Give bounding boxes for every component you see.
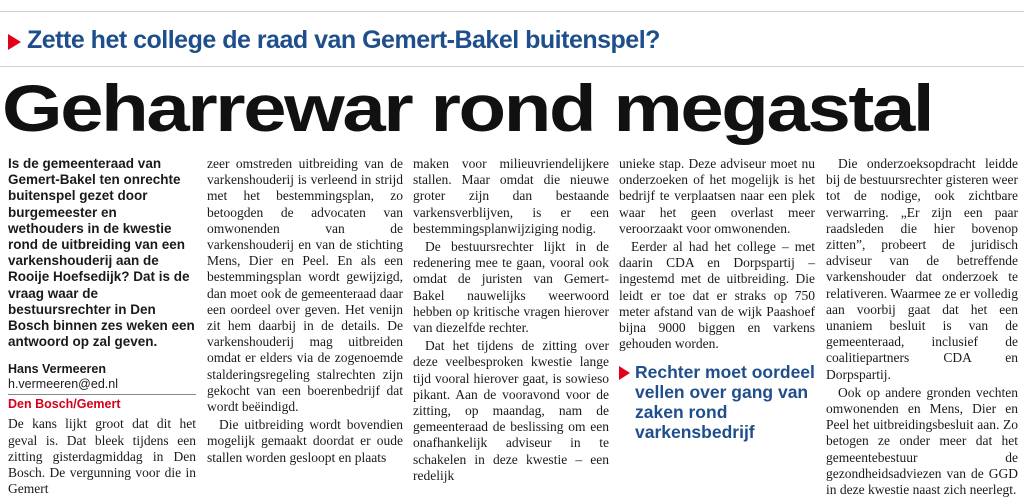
kicker-text: Zette het college de raad van Gemert-Bakel buitenspel? [27,26,660,54]
column-4 [619,156,815,443]
body-paragraph: Ook op andere gronden vechten omwonenden en Mens, Dier en Peel het uitbreidingsbesluit aan. Zo betogen ze onder meer dat het gemeentebestuur de gezondheidsadviezen van de GGD in deze kwestie naast zich neerlegt. [826,384,1018,498]
body-paragraph: De bestuursrechter lijkt in de redenering mee te gaan, vooral ook omdat de juristen van Gemert-Bakel nauwelijks weerwoord hebben op kritische vragen hierover van diezelfde rechter. [413,239,609,336]
kicker [8,26,660,55]
body-paragraph: maken voor milieuvriendelijkere stallen. Maar omdat die nieuwe groter zijn dan bestaande varkensverblijven, is er een bestemmingsplanwijziging nodig. [413,156,609,236]
body-paragraph: Dat het tijdens de zitting over deze veelbesproken kwestie lange tijd vooral hierover gaat, is sowieso pikant. Aan de vooravond voor de zitting, op maandag, nam de gemeenteraad de beslissing om een onafhankelijk adviseur in te schakelen in deze kwestie – een redelijk [413,338,609,483]
body-paragraph: zeer omstreden uitbreiding van de varkenshouderij is verleend in strijd met het bestemmingsplan, zo betoogden de advocaten van omwonenden van de varkenshouderij en van de stichting Mens, Dier en Peel. En als een bestemmingsplan wordt gewijzigd, dan moet ook de gemeenteraad daar een oordeel over geven. Het venijn zit hem daarbij in de details. De varkenshouderij mag uitbreiden omdat er elders via de zogenoemde stalderingsregeling stalrechten zijn gekocht van een boerenbedrijf dat wordt beëindigd. [207,156,403,415]
lead-paragraph: Is de gemeenteraad van Gemert-Bakel ten onrechte buitenspel gezet door burgemeester en wethouders in de kwestie rond de uitbreiding van een varkenshouderij aan de Rooije Hoefsedijk? Dat is de vraag waar de bestuursrechter in Den Bosch binnen zes weken een antwoord op zal geven. [8,156,195,350]
column-3 [413,156,609,483]
headline: Geharrewar rond megastal [2,71,933,145]
column-5 [826,156,1018,498]
subheading-arrow-icon [619,366,630,380]
column-2 [207,156,403,465]
column-1 [8,156,196,497]
top-rule [0,11,1024,12]
byline-email[interactable]: h.vermeeren@ed.nl [8,377,118,392]
byline-rule [8,394,196,395]
dateline: Den Bosch/Gemert [8,397,121,412]
body-paragraph: Die uitbreiding wordt bovendien mogelijk gemaakt doordat er oude stallen worden gesloopt en plaats [207,417,403,465]
kicker-rule [0,66,1024,67]
body-paragraph: Eerder al had het college – met daarin CDA en Dorpspartij – ingestemd met de uitbreiding. Die leidt er toe dat er straks op 750 meter afstand van de wijk Paashoef bijna 9000 biggen en varkens gehouden worden. [619,239,815,352]
byline-author: Hans Vermeeren [8,362,106,377]
subheading-text: Rechter moet oordeel vellen over gang van zaken rond varkensbedrijf [635,362,815,443]
kicker-arrow-icon [8,34,21,50]
subheading [619,362,815,442]
body-paragraph: Die onderzoeksopdracht leidde bij de bestuursrechter gisteren weer tot de nodige, ook zichtbare verwarring. „Er zijn een paar raadsleden die hier bovenop zitten”, probeert de juridisch adviseur van de betreffende varkenshouder dat onderzoek te relativeren. Waarmee ze er volledig aan voorbij gaat dat het een unaniem besluit is van de gemeenteraad, inclusief de coalitiepartners CDA en Dorpspartij. [826,156,1018,382]
body-paragraph: unieke stap. Deze adviseur moet nu onderzoeken of het mogelijk is het bedrijf te verplaatsen naar een plek waar het geen overlast meer veroorzaakt voor omwonenden. [619,156,815,236]
body-paragraph: De kans lijkt groot dat dit het geval is. Dat bleek tijdens een zitting gisterdagmiddag in Den Bosch. De vergunning voor die in Gemert [8,416,196,497]
